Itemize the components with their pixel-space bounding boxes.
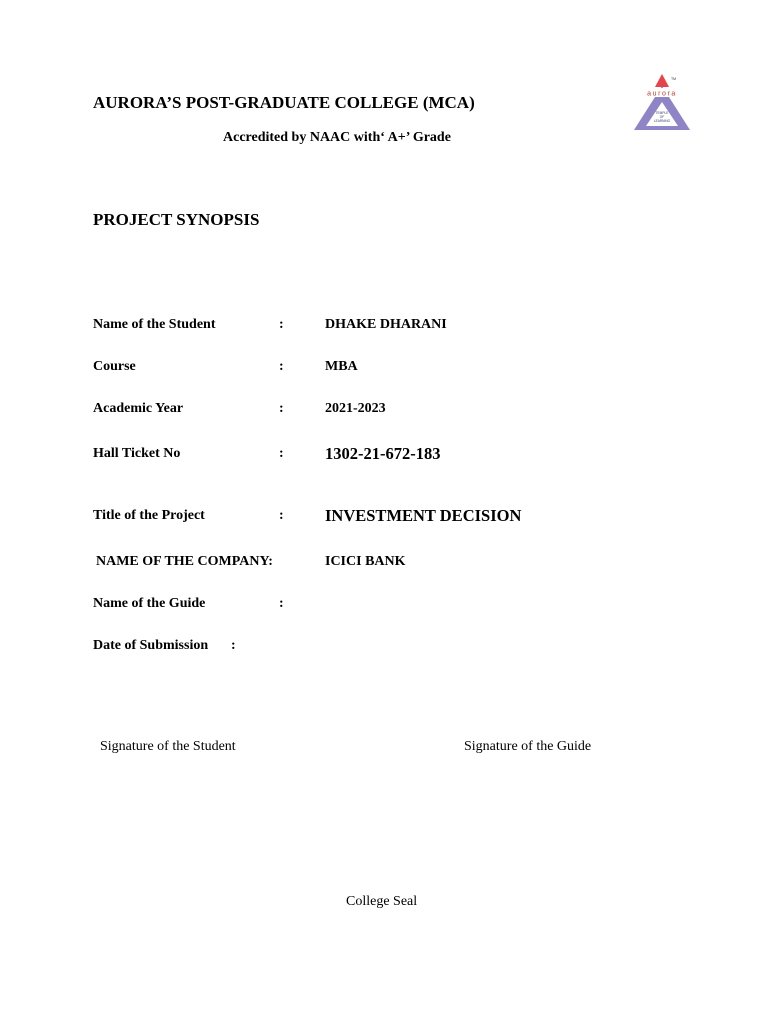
hall-ticket-value: 1302-21-672-183 xyxy=(325,444,441,463)
project-title-label: Title of the Project xyxy=(93,508,205,523)
logo-tm: TM xyxy=(671,77,677,81)
student-name-value: DHAKE DHARANI xyxy=(325,317,447,332)
academic-year-colon: : xyxy=(279,401,284,416)
logo-brand-text: aurora xyxy=(647,90,677,98)
student-name-label: Name of the Student xyxy=(93,317,216,332)
guide-signature-label: Signature of the Guide xyxy=(464,739,592,754)
logo-tagline-1: TEMPLE xyxy=(655,111,669,115)
logo-apex-triangle xyxy=(655,74,669,87)
logo-tagline-3: LEARNING xyxy=(653,119,671,123)
submission-date-colon: : xyxy=(231,638,236,653)
submission-date-label: Date of Submission xyxy=(93,638,209,653)
aurora-logo xyxy=(630,72,694,132)
aurora-logo-graphic xyxy=(630,72,694,132)
student-signature-label: Signature of the Student xyxy=(100,739,236,754)
project-title-value: INVESTMENT DECISION xyxy=(325,506,522,525)
academic-year-label: Academic Year xyxy=(93,401,184,416)
accreditation-line: Accredited by NAAC with‘ A+’ Grade xyxy=(223,130,451,145)
logo-tagline-2: OF xyxy=(659,115,665,119)
course-value: MBA xyxy=(325,359,358,374)
student-name-colon: : xyxy=(279,317,284,332)
hall-ticket-label: Hall Ticket No xyxy=(93,446,181,461)
guide-colon: : xyxy=(279,596,284,611)
company-label: NAME OF THE COMPANY: xyxy=(96,554,273,569)
course-label: Course xyxy=(93,359,136,374)
course-colon: : xyxy=(279,359,284,374)
company-value: ICICI BANK xyxy=(325,554,406,569)
college-name: AURORA’S POST-GRADUATE COLLEGE (MCA) xyxy=(93,93,475,112)
academic-year-value: 2021-2023 xyxy=(325,401,386,416)
project-title-colon: : xyxy=(279,508,284,523)
hall-ticket-colon: : xyxy=(279,446,284,461)
guide-label: Name of the Guide xyxy=(93,596,206,611)
document-title: PROJECT SYNOPSIS xyxy=(93,210,260,229)
college-seal-label: College Seal xyxy=(346,894,418,909)
